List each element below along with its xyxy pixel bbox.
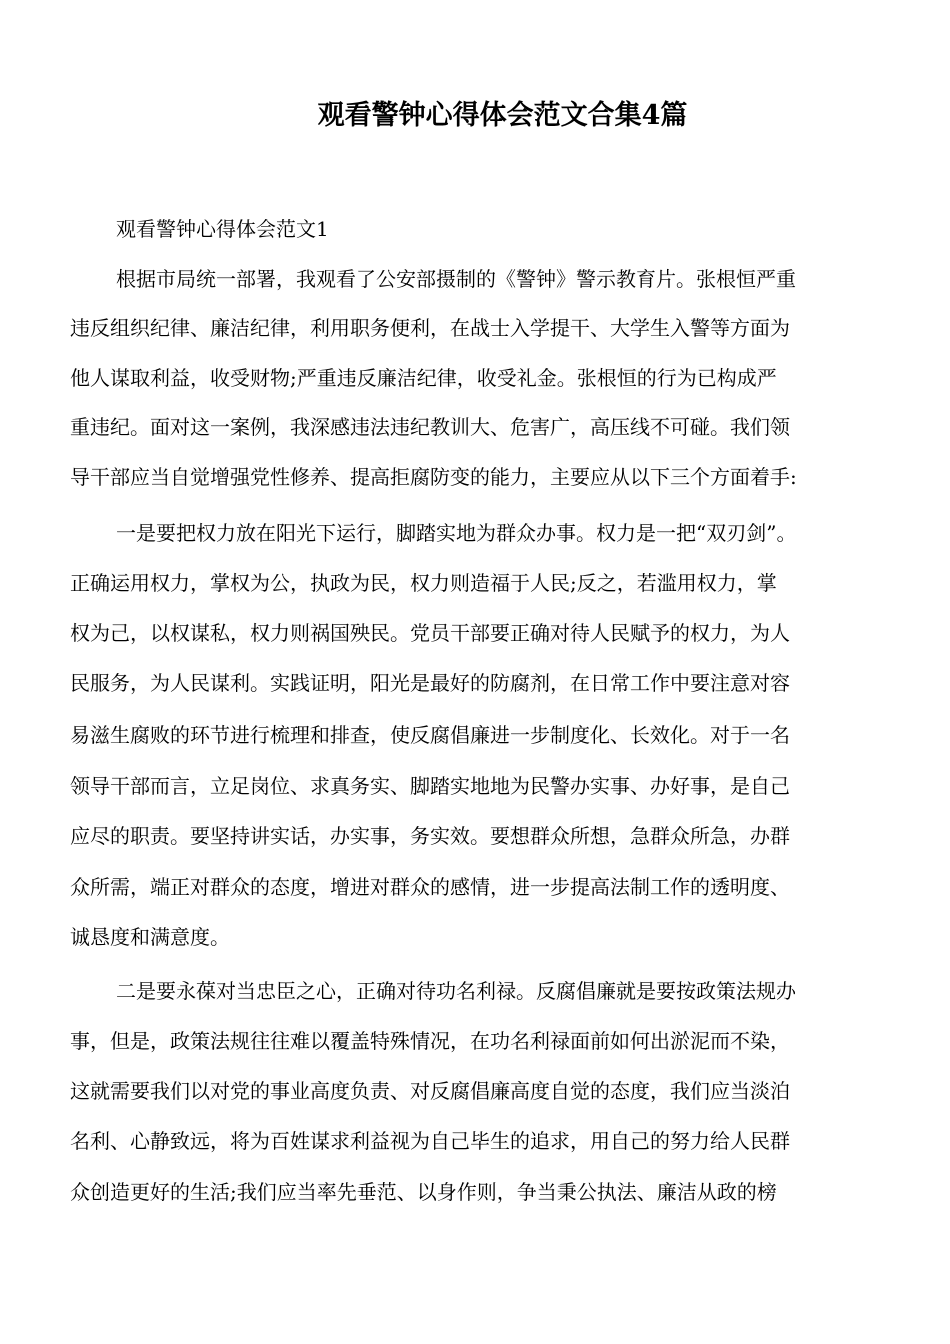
body-line: 违反组织纪律、廉洁纪律，利用职务便利，在战士入学提干、大学生入警等方面为 <box>70 316 790 340</box>
body-line: 重违纪。面对这一案例，我深感违法违纪教训大、危害广，高压线不可碰。我们领 <box>70 415 790 439</box>
body-line: 二是要永葆对当忠臣之心，正确对待功名利禄。反腐倡廉就是要按政策法规办 <box>116 979 796 1003</box>
body-line: 民服务，为人民谋利。实践证明，阳光是最好的防腐剂，在日常工作中要注意对容 <box>70 671 790 695</box>
body-line: 根据市局统一部署，我观看了公安部摄制的《警钟》警示教育片。张根恒严重 <box>116 267 796 291</box>
body-line: 权为己，以权谋私，权力则祸国殃民。党员干部要正确对待人民赋予的权力，为人 <box>70 621 790 645</box>
body-line: 众所需，端正对群众的态度，增进对群众的感情，进一步提高法制工作的透明度、 <box>70 875 790 899</box>
body-line: 名利、心静致远，将为百姓谋求利益视为自己毕生的追求，用自己的努力给人民群 <box>70 1129 790 1153</box>
body-line: 导干部应当自觉增强党性修养、提高拒腐防变的能力，主要应从以下三个方面着手: <box>70 465 797 489</box>
body-line: 他人谋取利益，收受财物;严重违反廉洁纪律，收受礼金。张根恒的行为已构成严 <box>70 366 777 390</box>
body-line: 易滋生腐败的环节进行梳理和排查，使反腐倡廉进一步制度化、长效化。对于一名 <box>70 723 790 747</box>
body-line: 应尽的职责。要坚持讲实话，办实事，务实效。要想群众所想，急群众所急，办群 <box>70 824 790 848</box>
body-line: 领导干部而言，立足岗位、求真务实、脚踏实地地为民警办实事、办好事，是自己 <box>70 774 790 798</box>
body-line: 这就需要我们以对党的事业高度负责、对反腐倡廉高度自觉的态度，我们应当淡泊 <box>70 1079 790 1103</box>
body-line: 一是要把权力放在阳光下运行，脚踏实地为群众办事。权力是一把“双刃剑”。 <box>116 521 797 545</box>
body-line: 正确运用权力，掌权为公，执政为民，权力则造福于人民;反之，若滥用权力，掌 <box>70 571 777 595</box>
body-line: 众创造更好的生活;我们应当率先垂范、以身作则，争当秉公执法、廉洁从政的榜 <box>70 1180 777 1204</box>
body-line: 事，但是，政策法规往往难以覆盖特殊情况，在功名利禄面前如何出淤泥而不染， <box>70 1029 790 1053</box>
body-line: 诚恳度和满意度。 <box>70 925 230 949</box>
section-heading: 观看警钟心得体会范文1 <box>116 217 329 241</box>
document-title: 观看警钟心得体会范文合集4篇 <box>317 100 688 131</box>
